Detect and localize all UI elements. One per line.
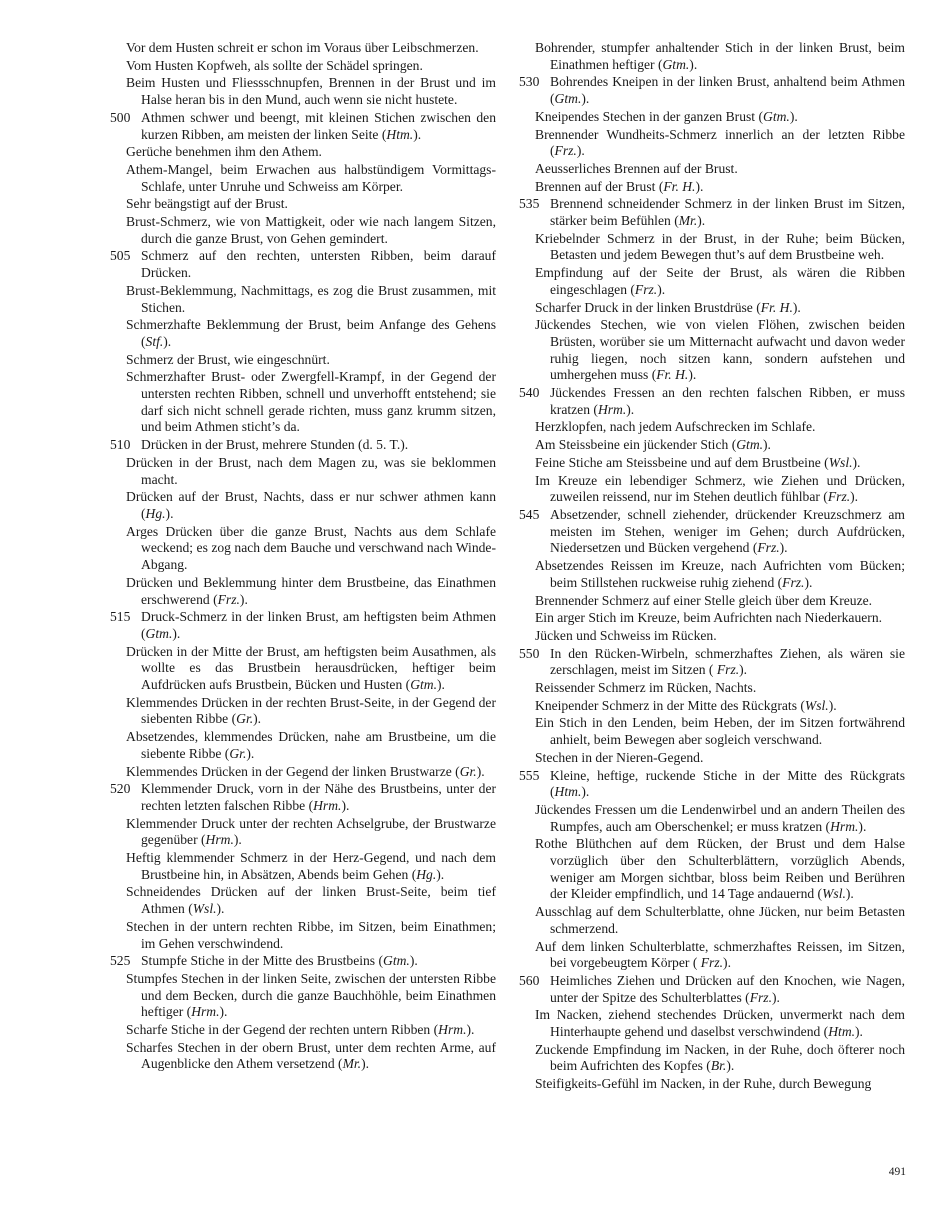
symptom-entry	[519, 939, 905, 972]
entry-text: Steifigkeits-Gefühl im Nacken, in der Ruhe, durch Bewegung	[535, 1076, 872, 1092]
entry-text: Schmerz auf den rechten, untersten Ribben, beim darauf Drücken.	[141, 248, 496, 281]
entry-number: 505	[110, 248, 131, 264]
entry-text: Druck-Schmerz in der linken Brust, am heftigsten beim Athmen (Gtm.).	[141, 609, 496, 641]
entry-text: Herzklopfen, nach jedem Aufschrecken im Schlafe.	[535, 419, 816, 435]
entry-text: Athmen schwer und beengt, mit kleinen Stichen zwischen den kurzen Ribben, am meisten der linken Seite (Htm.).	[141, 109, 496, 142]
entry-text: Drücken auf der Brust, Nachts, dass er nur schwer athmen kann (Hg.).	[126, 489, 496, 521]
entry-text: Scharfes Stechen in der obern Brust, unter dem rechten Arme, auf Augenblicke den Athem versetzend (Mr.).	[126, 1039, 496, 1072]
entry-text: Schneidendes Drücken auf der linken Brust-Seite, beim tief Athmen (Wsl.).	[126, 884, 496, 917]
entry-text: Absetzendes Reissen im Kreuze, nach Aufrichten vom Bücken; beim Stillstehen ruckweise ruhig ziehend (Frz.).	[535, 558, 905, 590]
entry-text: Jücken und Schweiss im Rücken.	[535, 627, 717, 643]
entry-text: Heimliches Ziehen und Drücken auf den Knochen, wie Nagen, unter der Spitze des Schulterblattes (Frz.).	[550, 972, 905, 1005]
entry-number: 560	[519, 972, 540, 988]
symptom-entry	[519, 973, 905, 1006]
symptom-entry	[519, 437, 905, 454]
symptom-entry	[110, 40, 496, 57]
entry-text: Athem-Mangel, beim Erwachen aus halbstündigem Vormittags-Schlafe, unter Unruhe und Schweiss am Körper.	[126, 161, 496, 194]
symptom-entry	[110, 971, 496, 1021]
entry-text: Bohrender, stumpfer anhaltender Stich in der linken Brust, beim Einathmen heftiger (Gtm.).	[535, 40, 905, 72]
symptom-entry	[519, 750, 905, 767]
entry-number: 545	[519, 506, 540, 522]
entry-text: Heftig klemmender Schmerz in der Herz-Gegend, und nach dem Brustbeine hin, in Absätzen, Abends beim Gehen (Hg.).	[126, 850, 496, 882]
symptom-entry	[519, 265, 905, 298]
symptom-entry	[110, 764, 496, 781]
entry-text: Stumpfes Stechen in der linken Seite, zwischen der untersten Ribbe und dem Becken, durch die ganze Bauchhöhle, beim Einathmen heftiger (Hrm.).	[126, 970, 496, 1020]
entry-text: In den Rücken-Wirbeln, schmerzhaftes Ziehen, als wären sie zerschlagen, meist im Sitzen ( Frz.).	[550, 645, 905, 678]
symptom-entry	[519, 802, 905, 835]
entry-text: Gerüche benehmen ihm den Athem.	[126, 144, 322, 160]
entry-number: 555	[519, 767, 540, 783]
entry-text: Reissender Schmerz im Rücken, Nachts.	[535, 680, 757, 696]
symptom-entry	[519, 300, 905, 317]
symptom-entry	[519, 74, 905, 107]
symptom-entry	[519, 558, 905, 591]
entry-text: Brust-Beklemmung, Nachmittags, es zog die Brust zusammen, mit Stichen.	[126, 282, 496, 315]
entry-text: Absetzender, schnell ziehender, drückender Kreuzschmerz am meisten im Stehen, weniger im Gehen; durch Aufdrücken, Niedersetzen und Bücken vergehend (Frz.).	[550, 506, 905, 556]
symptom-entry	[519, 1007, 905, 1040]
entry-text: Sehr beängstigt auf der Brust.	[126, 196, 288, 212]
entry-text: Kriebelnder Schmerz in der Brust, in der Ruhe; beim Bücken, Betasten und jedem Bewegen thut’s auf dem Brustbeine weh.	[535, 230, 905, 263]
symptom-entry	[110, 1022, 496, 1039]
symptom-entry	[110, 781, 496, 814]
symptom-entry	[110, 58, 496, 75]
entry-text: Drücken in der Mitte der Brust, am heftigsten beim Ausathmen, als wollte es das Brustbein herausdrücken, heftiger beim Aufdrücken aufs Brustbein, Bücken und Husten (Gtm.).	[126, 643, 496, 693]
entry-text: Drücken und Beklemmung hinter dem Brustbeine, das Einathmen erschwerend (Frz.).	[126, 574, 496, 607]
entry-text: Vor dem Husten schreit er schon im Voraus über Leibschmerzen.	[126, 40, 479, 55]
symptom-entry	[110, 110, 496, 143]
symptom-entry	[519, 768, 905, 801]
symptom-entry	[110, 196, 496, 213]
symptom-entry	[110, 489, 496, 522]
entry-text: Ausschlag auf dem Schulterblatte, ohne Jücken, nur beim Betasten schmerzend.	[535, 904, 905, 936]
symptom-entry	[110, 729, 496, 762]
symptom-entry	[519, 317, 905, 384]
entry-text: Brennender Schmerz auf einer Stelle gleich über dem Kreuze.	[535, 592, 873, 608]
symptom-entry	[519, 455, 905, 472]
entry-text: Klemmender Druck unter der rechten Achselgrube, der Brustwarze gegenüber (Hrm.).	[126, 815, 496, 848]
entry-text: Brennender Wundheits-Schmerz innerlich an der letzten Ribbe (Frz.).	[535, 126, 905, 159]
symptom-entry	[519, 698, 905, 715]
symptom-entry	[519, 419, 905, 436]
entry-text: Aeusserliches Brennen auf der Brust.	[535, 160, 738, 176]
symptom-entry	[110, 953, 496, 970]
entry-text: Drücken in der Brust, mehrere Stunden (d. 5. T.).	[141, 437, 409, 453]
symptom-entry	[110, 609, 496, 642]
symptom-entry	[110, 575, 496, 608]
entry-text: Ein arger Stich im Kreuze, beim Aufrichten nach Niederkauern.	[535, 610, 883, 626]
symptom-entry	[110, 144, 496, 161]
symptom-entry	[519, 109, 905, 126]
symptom-entry	[110, 317, 496, 350]
symptom-entry	[110, 455, 496, 488]
symptom-entry	[110, 352, 496, 369]
entry-text: Beim Husten und Fliessschnupfen, Brennen in der Brust und im Halse heran bis in den Mund, auch wenn sie nicht hustete.	[126, 75, 496, 108]
symptom-entry	[110, 524, 496, 574]
symptom-entry	[110, 283, 496, 316]
entry-number: 515	[110, 609, 131, 625]
symptom-entry	[110, 644, 496, 694]
symptom-entry	[110, 850, 496, 883]
entry-text: Kneipendes Stechen in der ganzen Brust (Gtm.).	[535, 108, 798, 124]
symptom-entry	[519, 231, 905, 264]
symptom-entry	[110, 214, 496, 247]
symptom-entry	[519, 610, 905, 627]
entry-text: Jückendes Stechen, wie von vielen Flöhen, zwischen beiden Brüsten, worüber sie um Mitternacht aufwacht und davon weder ruhig liegen, noch sitzen kann, sondern aufstehen und umhergehen muss (Fr. H.).	[535, 317, 905, 383]
symptom-entry	[519, 904, 905, 937]
symptom-entry	[519, 593, 905, 610]
entry-text: Klemmendes Drücken in der rechten Brust-Seite, in der Gegend der siebenten Ribbe (Gr.).	[126, 694, 496, 727]
symptom-entry	[110, 919, 496, 952]
entry-number: 550	[519, 645, 540, 661]
symptom-entry	[110, 437, 496, 454]
symptom-entry	[110, 1040, 496, 1073]
symptom-entry	[519, 40, 905, 73]
symptom-entry	[110, 248, 496, 281]
entry-number: 525	[110, 953, 131, 969]
entry-number: 540	[519, 385, 540, 401]
symptom-entry	[519, 1042, 905, 1075]
entry-text: Brennend schneidender Schmerz in der linken Brust im Sitzen, stärker beim Befühlen (Mr.).	[550, 196, 905, 229]
entry-text: Kleine, heftige, ruckende Stiche in der Mitte des Rückgrats (Htm.).	[550, 767, 905, 800]
entry-text: Scharfe Stiche in der Gegend der rechten untern Ribben (Hrm.).	[126, 1022, 475, 1038]
entry-text: Arges Drücken über die ganze Brust, Nachts aus dem Schlafe weckend; es zog nach dem Bauche und verschwand nach Winde-Abgang.	[126, 523, 496, 573]
left-column	[110, 40, 496, 1074]
symptom-entry	[110, 816, 496, 849]
entry-text: Schmerz der Brust, wie eingeschnürt.	[126, 351, 330, 367]
entry-text: Empfindung auf der Seite der Brust, als wären die Ribben eingeschlagen (Frz.).	[535, 265, 905, 297]
symptom-entry	[519, 836, 905, 903]
entry-text: Zuckende Empfindung im Nacken, in der Ruhe, doch öfterer noch beim Aufrichten des Kopfes (Br.).	[535, 1041, 905, 1074]
symptom-entry	[110, 162, 496, 195]
entry-text: Im Nacken, ziehend stechendes Drücken, unvermerkt nach dem Hinterhaupte gehend und daselbst verschwindend (Htm.).	[535, 1007, 905, 1040]
entry-number: 500	[110, 109, 131, 125]
entry-number: 520	[110, 781, 131, 797]
symptom-entry	[519, 507, 905, 557]
entry-text: Stechen in der untern rechten Ribbe, im Sitzen, beim Einathmen; im Gehen verschwindend.	[126, 918, 496, 951]
entry-text: Im Kreuze ein lebendiger Schmerz, wie Ziehen und Drücken, zuweilen reissend, nur im Stehen deutlich fühlbar (Frz.).	[535, 472, 905, 505]
entry-text: Auf dem linken Schulterblatte, schmerzhaftes Reissen, im Sitzen, bei vorgebeugtem Körper ( Frz.).	[535, 938, 905, 971]
symptom-entry	[519, 646, 905, 679]
symptom-entry	[519, 196, 905, 229]
entry-text: Drücken in der Brust, nach dem Magen zu, was sie beklommen macht.	[126, 454, 496, 487]
symptom-entry	[519, 628, 905, 645]
entry-text: Stechen in der Nieren-Gegend.	[535, 749, 704, 765]
entry-text: Stumpfe Stiche in der Mitte des Brustbeins (Gtm.).	[141, 953, 418, 969]
entry-text: Klemmender Druck, vorn in der Nähe des Brustbeins, unter der rechten letzten falschen Ribbe (Hrm.).	[141, 781, 496, 813]
entry-text: Klemmendes Drücken in der Gegend der linken Brustwarze (Gr.).	[126, 763, 485, 779]
symptom-entry	[519, 127, 905, 160]
entry-text: Ein Stich in den Lenden, beim Heben, der im Sitzen fortwährend anhielt, beim Bewegen aber sogleich verschwand.	[535, 715, 905, 748]
symptom-entry	[110, 695, 496, 728]
entry-text: Bohrendes Kneipen in der linken Brust, anhaltend beim Athmen (Gtm.).	[550, 74, 905, 107]
right-column	[519, 40, 905, 1094]
entry-text: Feine Stiche am Steissbeine und auf dem Brustbeine (Wsl.).	[535, 454, 861, 470]
entry-text: Brust-Schmerz, wie von Mattigkeit, oder wie nach langem Sitzen, durch die ganze Brust, von Gehen gemindert.	[126, 214, 496, 246]
symptom-entry	[519, 715, 905, 748]
entry-text: Vom Husten Kopfweh, als sollte der Schädel springen.	[126, 57, 423, 73]
entry-number: 535	[519, 196, 540, 212]
entry-text: Scharfer Druck in der linken Brustdrüse (Fr. H.).	[535, 299, 801, 315]
entry-text: Kneipender Schmerz in der Mitte des Rückgrats (Wsl.).	[535, 697, 837, 713]
entry-number: 510	[110, 437, 131, 453]
symptom-entry	[519, 1076, 905, 1093]
entry-text: Rothe Blüthchen auf dem Rücken, der Brust und dem Halse vorzüglich über den Schulterblättern, vorzüglich Abends, weniger am Morgen sichtbar, bloss beim Reiben und Berühren der Kleider empfindlich, und 14 Tage andauernd (Wsl.).	[535, 836, 905, 902]
symptom-entry	[519, 161, 905, 178]
entry-text: Schmerzhafte Beklemmung der Brust, beim Anfange des Gehens (Stf.).	[126, 317, 496, 349]
symptom-entry	[519, 473, 905, 506]
symptom-entry	[519, 385, 905, 418]
entry-text: Brennen auf der Brust (Fr. H.).	[535, 178, 704, 194]
symptom-entry	[110, 884, 496, 917]
entry-number: 530	[519, 74, 540, 90]
symptom-entry	[110, 369, 496, 436]
symptom-entry	[110, 75, 496, 108]
entry-text: Absetzendes, klemmendes Drücken, nahe am Brustbeine, um die siebente Ribbe (Gr.).	[126, 729, 496, 761]
entry-text: Schmerzhafter Brust- oder Zwergfell-Krampf, in der Gegend der untersten rechten Ribben, schnell und unverhofft entstehend; sie darf sich nicht schnell gerade richten, muss ganz krumm sitzen, und beim Athmen sticht’s da.	[126, 369, 496, 435]
symptom-entry	[519, 680, 905, 697]
entry-text: Jückendes Fressen an den rechten falschen Ribben, er muss kratzen (Hrm.).	[550, 385, 905, 417]
entry-text: Jückendes Fressen um die Lendenwirbel und an andern Theilen des Rumpfes, auch am Oberschenkel; er muss kratzen (Hrm.).	[535, 801, 905, 834]
symptom-entry	[519, 179, 905, 196]
entry-text: Am Steissbeine ein jückender Stich (Gtm.).	[535, 437, 771, 453]
page-number: 491	[888, 1166, 906, 1178]
